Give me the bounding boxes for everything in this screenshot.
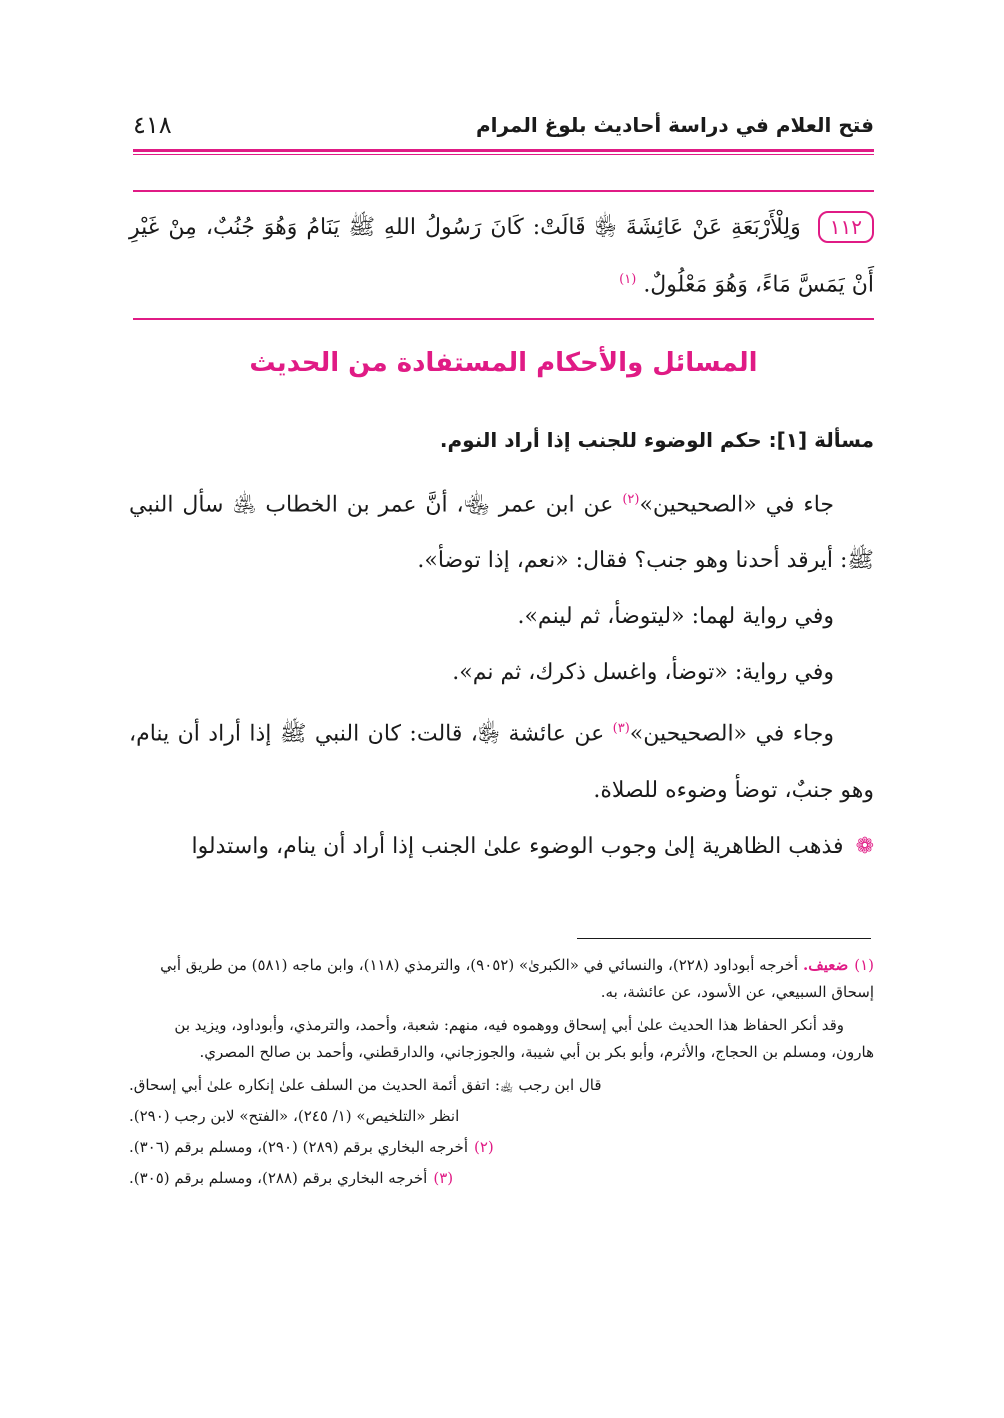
paragraph-1-start: جاء في «الصحيحين» <box>639 492 835 518</box>
hadith-line-1: وَلِلْأَرْبَعَةِ عَنْ عَائِشَةَ ﵂ قَالَتْ: كَانَ رَسُولُ اللهِ ﷺ يَنَامُ وَهُوَ جُنُبٌ، مِنْ <box>168 215 801 240</box>
footnote-1-references: انظر «التلخيص» (١/ ٢٤٥)، «الفتح» لابن رجب (٢٩٠). <box>129 1107 460 1125</box>
footnote-separator <box>577 938 871 939</box>
flower-icon: ❁ <box>855 833 874 859</box>
footnote-3-mark: (٣) <box>433 1169 454 1187</box>
masala-heading: مسألة [١]: حكم الوضوء للجنب إذا أراد النوم. <box>439 428 874 452</box>
footnote-3-text: أخرجه البخاري برقم (٢٨٨)، ومسلم برقم (٣٠٥). <box>129 1169 428 1187</box>
footnotes <box>129 952 874 1196</box>
hadith-number-badge: ١١٢ <box>818 211 874 243</box>
footnote-1-mark: (١) <box>854 956 874 974</box>
header-rule-thin <box>133 154 874 155</box>
footnote-2-text: أخرجه البخاري برقم (٢٨٩) (٢٩٠)، ومسلم برقم (٣٠٦). <box>129 1138 468 1156</box>
running-title: فتح العلام في دراسة أحاديث بلوغ المرام <box>475 113 874 137</box>
hadith-line-2: غَيْرِ أَنْ يَمَسَّ مَاءً، وَهُوَ مَعْلُولٌ. <box>129 215 874 298</box>
footnote-1-critique: وقد أنكر الحفاظ هذا الحديث علىٰ أبي إسحاق ووهموه فيه، منهم: شعبة، وأحمد، والترمذي، وأبوداود، ويزيد بن هارون، ومسلم بن الحجاج، والأثرم، وأبو بكر بن أبي شيبة، والجوزجاني، والدارقطني، وأحمد بن صالح المصري. <box>174 1016 874 1061</box>
hadith-footnote-ref: (١) <box>619 272 637 287</box>
body-text <box>129 428 874 875</box>
hadith-text <box>129 202 874 311</box>
paragraph-5 <box>129 819 874 875</box>
paragraph-4-start: وجاء في «الصحيحين» <box>629 721 834 747</box>
footnote-2-mark: (٢) <box>473 1138 494 1156</box>
paragraph-3: وفي رواية: «توضأ، واغسل ذكرك، ثم نم». <box>452 660 834 686</box>
footnote-ref-2: (٢) <box>622 492 640 507</box>
paragraph-5-text: فذهب الظاهرية إلىٰ وجوب الوضوء علىٰ الجنب إذا أراد أن ينام، واستدلوا <box>191 833 844 859</box>
hadith-top-rule <box>133 190 874 192</box>
footnote-1-text: أخرجه أبوداود (٢٢٨)، والنسائي في «الكبرىٰ» (٩٠٥٢)، والترمذي (١١٨)، وابن ماجه (٥٨١) من طريق أبي إسحاق السبيعي، عن الأسود، عن عائشة، به. <box>160 956 874 1001</box>
footnote-1-grade: ضعيف. <box>802 956 849 974</box>
paragraph-4 <box>129 701 874 818</box>
page-number: ٤١٨ <box>133 111 172 139</box>
section-title: المسائل والأحكام المستفادة من الحديث <box>249 348 758 378</box>
hadith-bottom-rule <box>133 318 874 320</box>
footnote-1-ibn-rajab: قال ابن رجب ﵀: اتفق أئمة الحديث من السلف علىٰ إنكاره علىٰ أبي إسحاق. <box>129 1076 602 1094</box>
footnote-3 <box>129 1165 874 1192</box>
paragraph-2: وفي رواية لهما: «ليتوضأ، ثم لينم». <box>517 604 834 630</box>
page-header <box>133 113 874 149</box>
footnote-ref-3: (٣) <box>612 721 630 737</box>
paragraph-1 <box>129 472 874 589</box>
footnote-1 <box>129 952 874 1006</box>
paragraph-4-rest: عن عائشة ﵂، قالت: كان النبي ﷺ إذا أراد أن ينام، وهو جنبٌ، توضأ وضوءه للصلاة. <box>129 721 874 803</box>
header-rule <box>133 149 874 152</box>
footnote-2 <box>129 1134 874 1161</box>
paragraph-1-rest: عن ابن عمر ﵄، أنَّ عمر بن الخطاب ﵁ سأل النبي ﷺ: أيرقد أحدنا وهو جنب؟ فقال: «نعم، إذا توضأ». <box>129 492 874 574</box>
